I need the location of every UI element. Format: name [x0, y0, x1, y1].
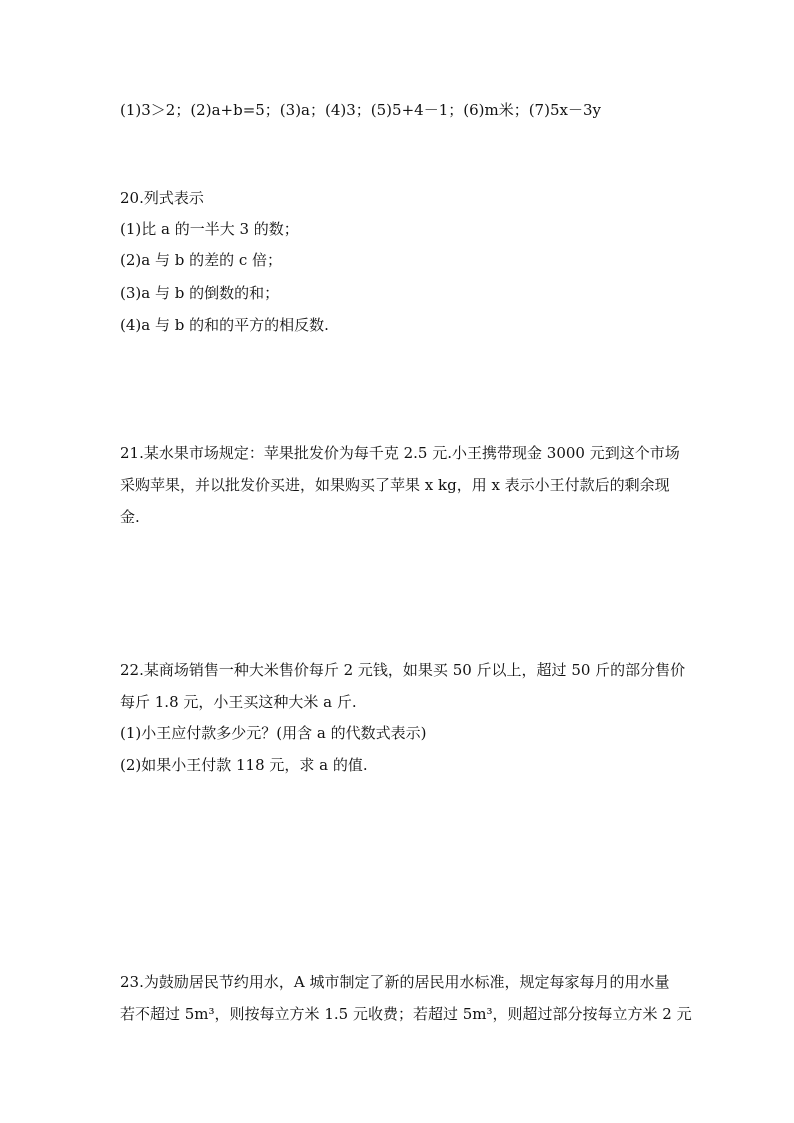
question-22-subquestion: (1)小王应付款多少元？(用含 a 的代数式表示)	[120, 724, 427, 742]
question-23-line: 若不超过 5m³，则按每立方米 1.5 元收费；若超过 5m³，则超过部分按每立方米 2 元	[120, 1005, 692, 1023]
question-20-item: (4)a 与 b 的和的平方的相反数.	[120, 316, 329, 334]
question-20-item: (1)比 a 的一半大 3 的数；	[120, 220, 299, 238]
question-20-title: 20.列式表示	[120, 189, 204, 207]
question-22-line: 22.某商场销售一种大米售价每斤 2 元钱，如果买 50 斤以上，超过 50 斤的部分售价	[120, 661, 686, 679]
question-22-line: 每斤 1.8 元，小王买这种大米 a 斤.	[120, 693, 357, 711]
answer-line: (1)3＞2；(2)a+b=5；(3)a；(4)3；(5)5+4－1；(6)m米；(7)5x－3y	[120, 101, 601, 119]
question-20-item: (3)a 与 b 的倒数的和；	[120, 284, 280, 302]
question-21-line: 21.某水果市场规定：苹果批发价为每千克 2.5 元.小王携带现金 3000 元到这个市场	[120, 444, 680, 462]
question-23-line: 23.为鼓励居民节约用水，A 城市制定了新的居民用水标准，规定每家每月的用水量	[120, 973, 670, 991]
question-21-line: 采购苹果，并以批发价买进，如果购买了苹果 x kg，用 x 表示小王付款后的剩余现	[120, 476, 670, 494]
question-20-item: (2)a 与 b 的差的 c 倍；	[120, 251, 283, 269]
question-22-subquestion: (2)如果小王付款 118 元，求 a 的值.	[120, 756, 368, 774]
question-21-line: 金.	[120, 508, 140, 526]
